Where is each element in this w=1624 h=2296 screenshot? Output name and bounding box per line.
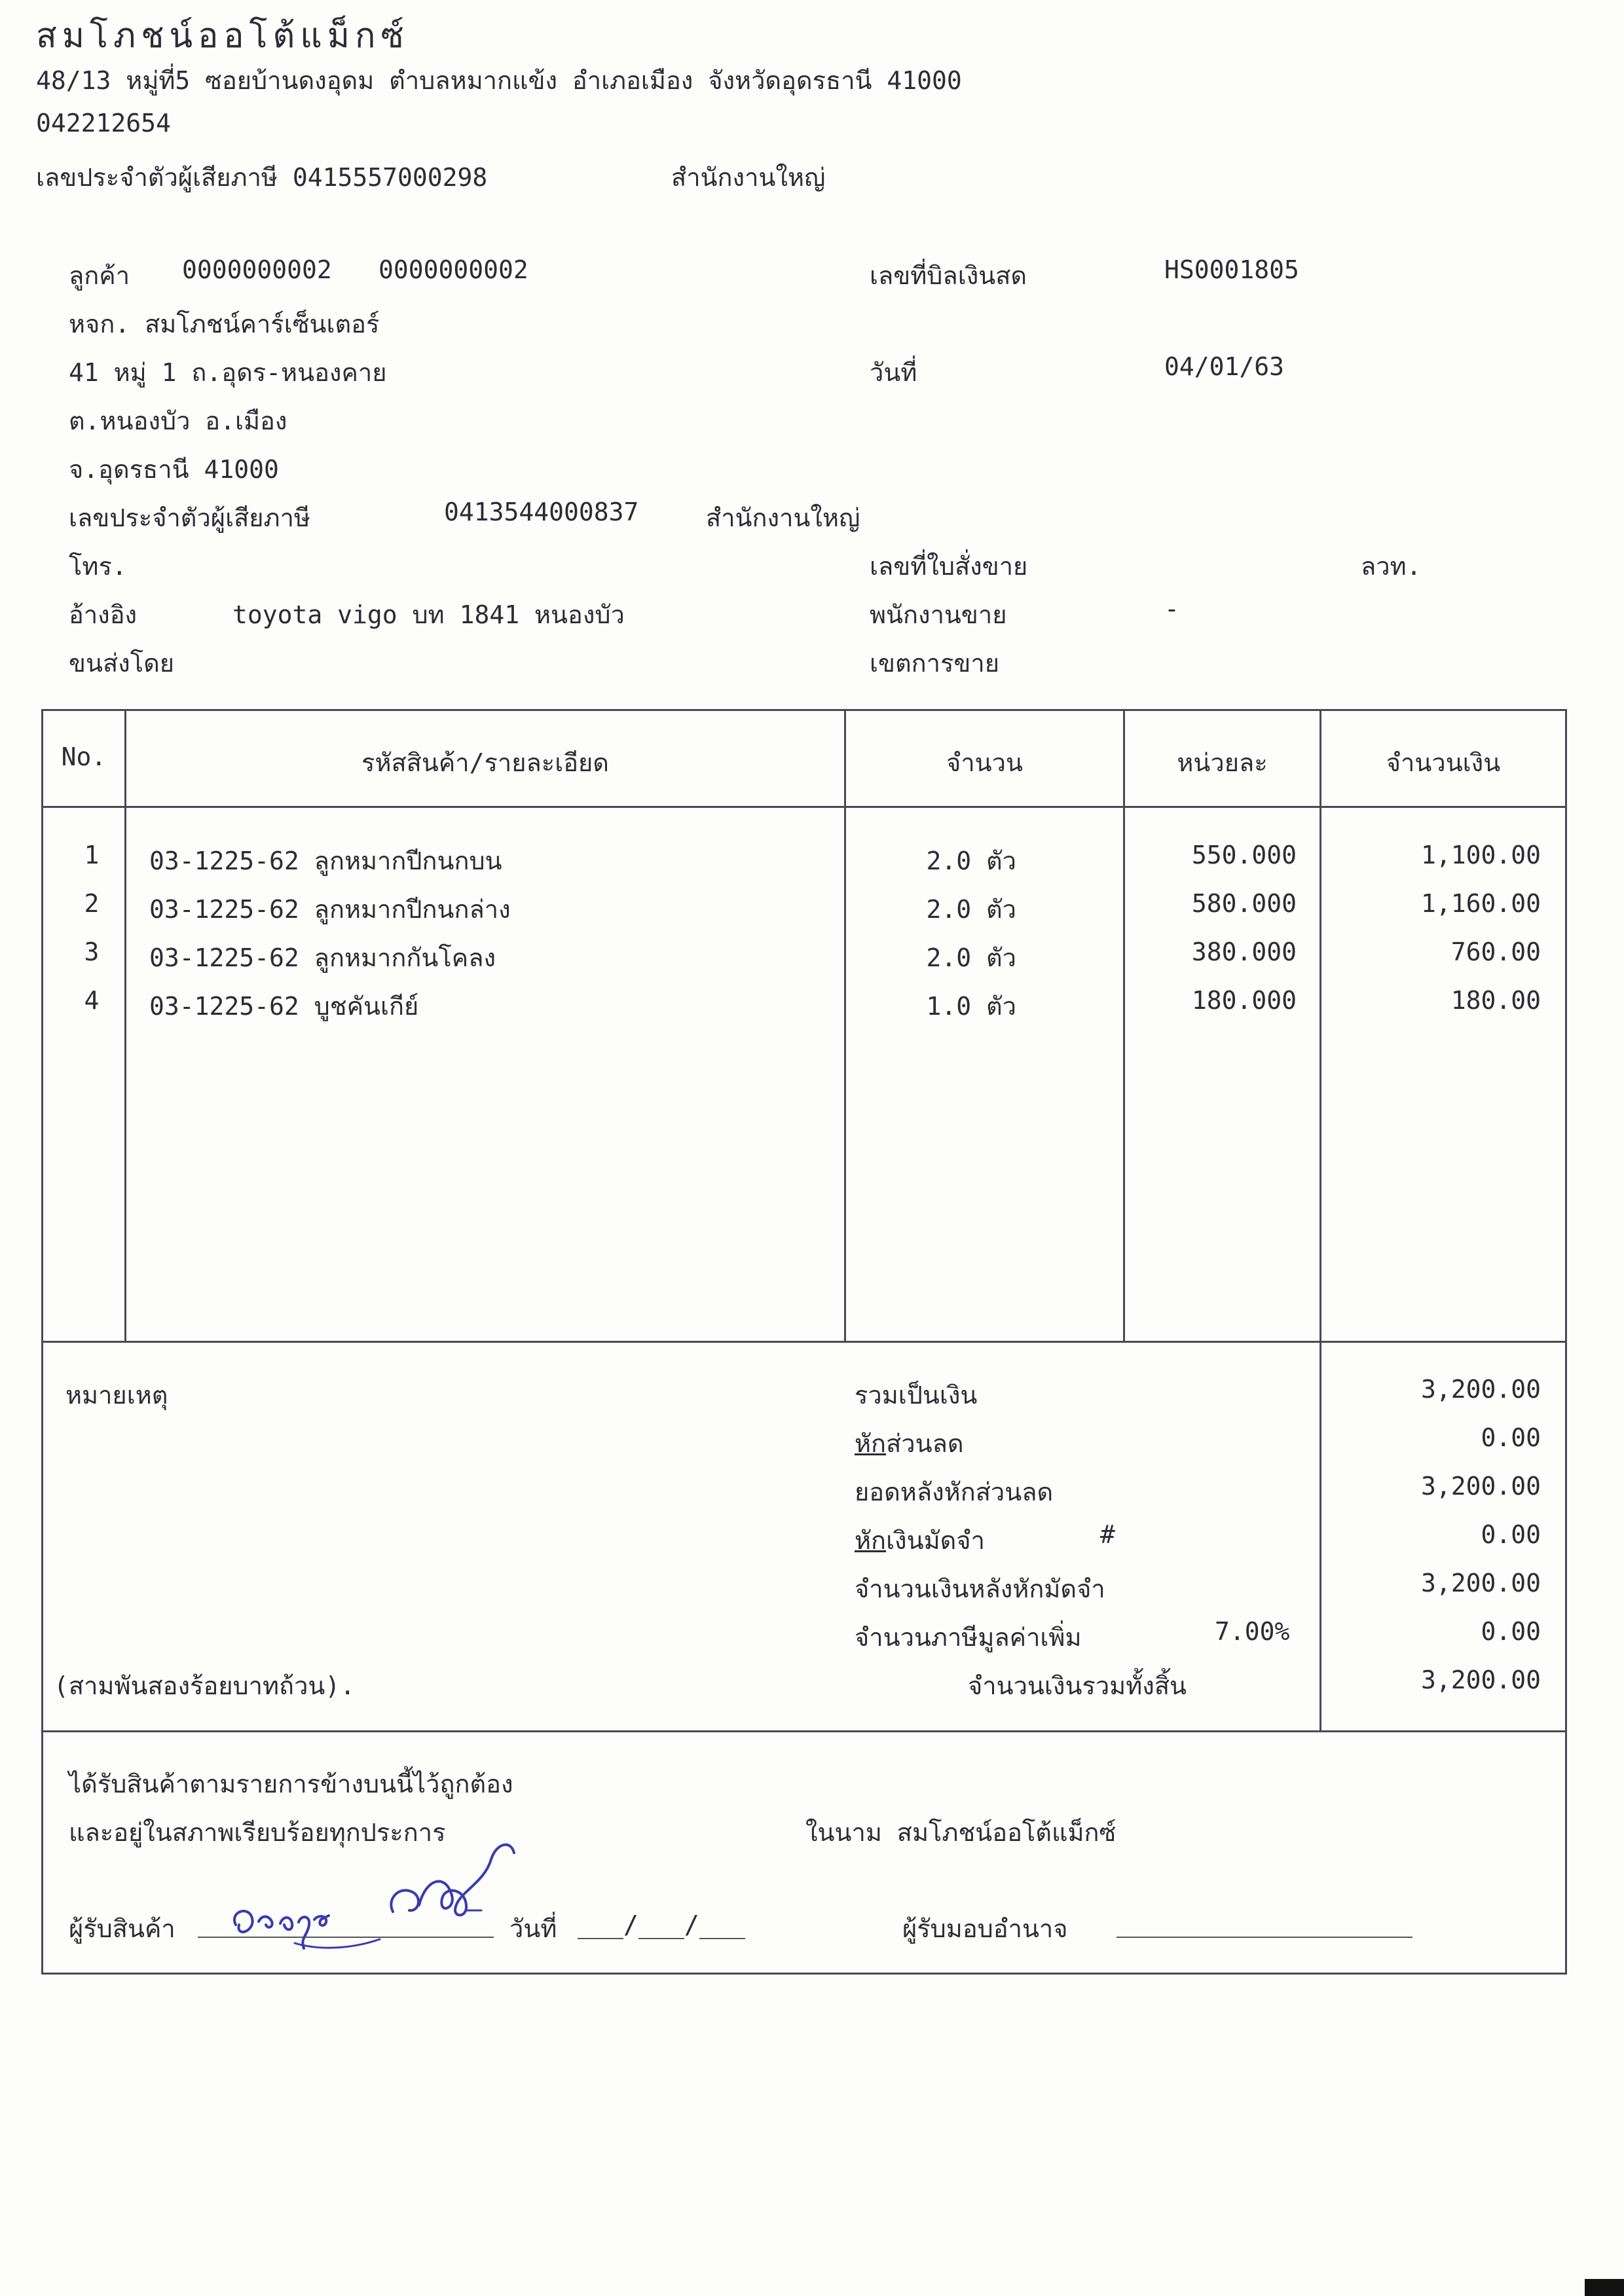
date-separator: / — [684, 1910, 699, 1939]
row-amount: 1,100.00 — [1420, 841, 1541, 869]
date-label: วันที่ — [870, 358, 917, 387]
receive-date-label: วันที่ — [509, 1914, 557, 1943]
remark-label: หมายเหตุ — [65, 1381, 168, 1410]
company-address: 48/13 หมู่ที่5 ซอยบ้านดงอุดม ตำบลหมากแข้ง อำเภอเมือง จังหวัดอุดรธานี 41000 — [36, 66, 962, 95]
phone-label: โทร. — [69, 552, 127, 581]
discount-text: ส่วนลด — [886, 1429, 964, 1458]
authorized-label: ผู้รับมอบอำนาจ — [902, 1914, 1068, 1943]
company-branch: สำนักงานใหญ่ — [671, 163, 826, 192]
on-behalf-of: ในนาม สมโภชน์ออโต้แม็กซ์ — [805, 1818, 1116, 1847]
grand-total-value: 3,200.00 — [1420, 1666, 1541, 1694]
row-description: 03-1225-62 ลูกหมากกันโคลง — [149, 943, 496, 972]
row-unit-price: 550.000 — [1191, 841, 1297, 869]
received-statement-2: และอยู่ในสภาพเรียบร้อยทุกประการ — [69, 1818, 446, 1847]
reference-value: toyota vigo บท 1841 หนองบัว — [232, 600, 625, 629]
scan-edge-mark — [1585, 2279, 1624, 2296]
received-statement-1: ได้รับสินค้าตามรายการข้างบนนี้ไว้ถูกต้อง — [69, 1770, 513, 1798]
after-deposit-value: 3,200.00 — [1420, 1569, 1541, 1597]
col-header-amount: จำนวนเงิน — [1386, 748, 1501, 777]
sales-order-value: ลวท. — [1361, 552, 1422, 581]
col-header-no: No. — [61, 742, 107, 771]
handwritten-signature — [223, 1833, 563, 1971]
vat-value: 0.00 — [1481, 1617, 1541, 1646]
bill-number: HS0001805 — [1164, 255, 1299, 284]
row-amount: 760.00 — [1450, 938, 1541, 966]
sales-order-label: เลขที่ใบสั่งขาย — [870, 552, 1028, 581]
row-quantity: 2.0 ตัว — [926, 847, 1016, 875]
row-unit-price: 180.000 — [1191, 986, 1297, 1015]
grand-total-label: จำนวนเงินรวมทั้งสิ้น — [968, 1671, 1187, 1700]
customer-name: หจก. สมโภชน์คาร์เซ็นเตอร์ — [69, 310, 380, 338]
reference-label: อ้างอิง — [69, 600, 138, 629]
date-separator: / — [623, 1910, 638, 1939]
row-amount: 1,160.00 — [1420, 889, 1541, 918]
row-no: 4 — [84, 986, 100, 1015]
salesperson-label: พนักงานขาย — [870, 600, 1007, 629]
document-date: 04/01/63 — [1164, 352, 1285, 381]
row-no: 3 — [84, 938, 100, 966]
deposit-mark: # — [1100, 1520, 1115, 1549]
col-header-quantity: จำนวน — [946, 748, 1023, 777]
receiver-label: ผู้รับสินค้า — [69, 1914, 175, 1943]
receive-date-blanks — [578, 1910, 745, 1939]
row-description: 03-1225-62 ลูกหมากปีกนกล่าง — [149, 895, 511, 924]
shipping-label: ขนส่งโดย — [69, 649, 175, 678]
row-quantity: 2.0 ตัว — [926, 895, 1016, 924]
after-deposit-label: จำนวนเงินหลังหักมัดจำ — [855, 1575, 1105, 1603]
row-no: 2 — [84, 889, 100, 918]
row-unit-price: 380.000 — [1191, 938, 1297, 966]
discount-label — [855, 1423, 964, 1463]
row-quantity: 1.0 ตัว — [926, 992, 1016, 1021]
customer-address-1: 41 หมู่ 1 ถ.อุดร-หนองคาย — [69, 358, 387, 387]
customer-code-2: 0000000002 — [378, 255, 528, 284]
deposit-text: เงินมัดจำ — [886, 1526, 985, 1555]
after-discount-value: 3,200.00 — [1420, 1472, 1541, 1501]
bill-number-label: เลขที่บิลเงินสด — [870, 261, 1027, 290]
vat-label: จำนวนภาษีมูลค่าเพิ่ม — [855, 1623, 1082, 1652]
salesperson-value: - — [1164, 594, 1179, 623]
company-name: สมโภชน์ออโต้แม็กซ์ — [36, 16, 409, 56]
deposit-value: 0.00 — [1481, 1520, 1541, 1549]
col-header-unit-price: หน่วยละ — [1177, 748, 1268, 777]
after-discount-label: ยอดหลังหักส่วนลด — [855, 1478, 1054, 1506]
sales-area-label: เขตการขาย — [870, 649, 999, 678]
company-phone: 042212654 — [36, 109, 171, 137]
row-quantity: 2.0 ตัว — [926, 943, 1016, 972]
subtotal-label: รวมเป็นเงิน — [855, 1381, 978, 1410]
col-header-description: รหัสสินค้า/รายละเอียด — [361, 748, 609, 777]
row-unit-price: 580.000 — [1191, 889, 1297, 918]
company-tax-id: เลขประจำตัวผู้เสียภาษี 0415557000298 — [36, 163, 488, 192]
row-description: 03-1225-62 บูชคันเกีย์ — [149, 992, 419, 1021]
row-no: 1 — [84, 841, 100, 869]
amount-in-words: (สามพันสองร้อยบาทถ้วน). — [54, 1671, 356, 1700]
row-amount: 180.00 — [1450, 986, 1541, 1015]
deposit-label — [855, 1520, 985, 1560]
customer-label: ลูกค้า — [69, 261, 130, 290]
row-description: 03-1225-62 ลูกหมากปีกนกบน — [149, 847, 502, 875]
customer-address-3: จ.อุดรธานี 41000 — [69, 455, 279, 484]
authorized-signature-line — [1116, 1910, 1412, 1938]
customer-tax-id: 0413544000837 — [444, 498, 639, 526]
subtotal-value: 3,200.00 — [1420, 1375, 1541, 1404]
discount-value: 0.00 — [1481, 1423, 1541, 1452]
vat-rate: 7.00% — [1215, 1617, 1290, 1646]
customer-tax-label: เลขประจำตัวผู้เสียภาษี — [69, 503, 310, 532]
customer-address-2: ต.หนองบัว อ.เมือง — [69, 407, 287, 435]
customer-branch: สำนักงานใหญ่ — [706, 503, 860, 532]
discount-prefix: หัก — [855, 1429, 887, 1458]
customer-code: 0000000002 — [182, 255, 332, 284]
deposit-prefix: หัก — [855, 1526, 887, 1555]
